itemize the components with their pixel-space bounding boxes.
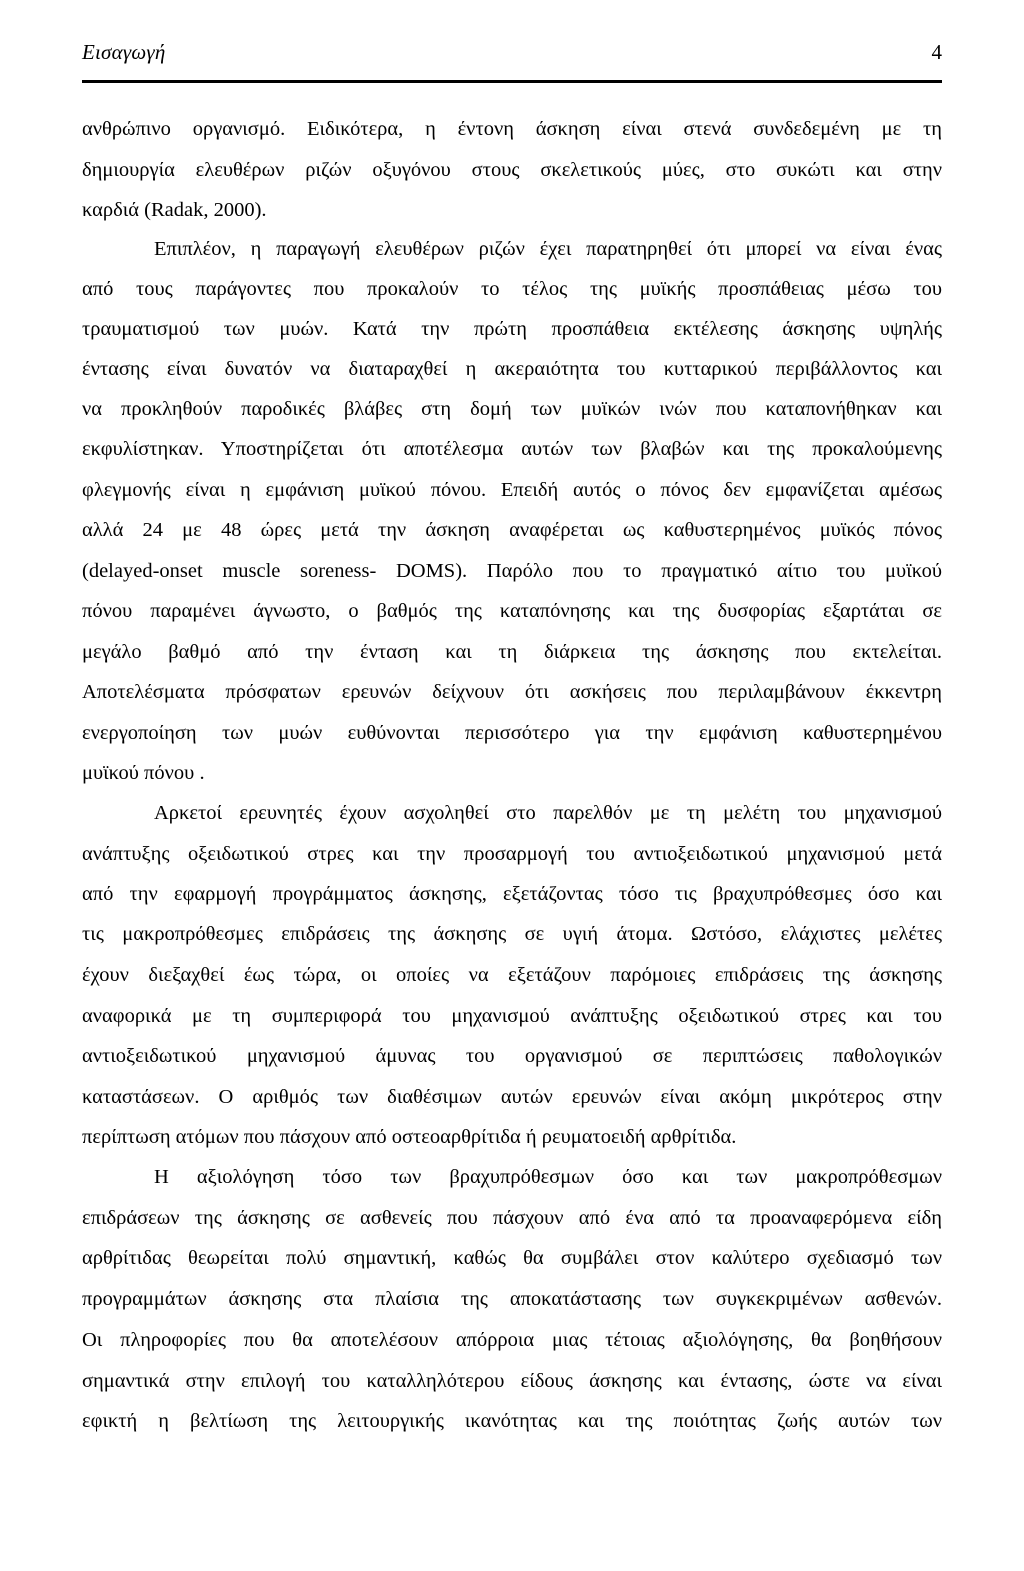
- text-line: εφικτή η βελτίωση της λειτουργικής ικανότητας και της ποιότητας ζωής αυτών των: [82, 1410, 942, 1432]
- text-line: Η αξιολόγηση τόσο των βραχυπρόθεσμων όσο και των μακροπρόθεσμων: [154, 1166, 942, 1188]
- text-line: επιδράσεων της άσκησης σε ασθενείς που πάσχουν από ένα από τα προαναφερόμενα είδη: [82, 1207, 942, 1229]
- text-line: (delayed-onset muscle soreness- DOMS). Παρόλο που το πραγματικό αίτιο του μυϊκού: [82, 560, 942, 582]
- text-line: ανθρώπινο οργανισμό. Ειδικότερα, η έντονη άσκηση είναι στενά συνδεδεμένη με τη: [82, 118, 942, 140]
- text-line: αλλά 24 με 48 ώρες μετά την άσκηση αναφέρεται ως καθυστερημένος μυϊκός πόνος: [82, 519, 942, 541]
- header-rule: [82, 80, 942, 83]
- text-line: ενεργοποίηση των μυών ευθύνονται περισσότερο για την εμφάνιση καθυστερημένου: [82, 722, 942, 744]
- text-line: ανάπτυξης οξειδωτικού στρες και την προσαρμογή του αντιοξειδωτικού μηχανισμού μετά: [82, 843, 942, 865]
- text-line: Αποτελέσματα πρόσφατων ερευνών δείχνουν ότι ασκήσεις που περιλαμβάνουν έκκεντρη: [82, 681, 942, 703]
- running-header: [82, 40, 942, 74]
- text-line: Οι πληροφορίες που θα αποτελέσουν απόρροια μιας τέτοιας αξιολόγησης, θα βοηθήσουν: [82, 1329, 942, 1351]
- text-line: αναφορικά με τη συμπεριφορά του μηχανισμού ανάπτυξης οξειδωτικού στρες και του: [82, 1005, 942, 1027]
- text-line: καταστάσεων. Ο αριθμός των διαθέσιμων αυτών ερευνών είναι ακόμη μικρότερος στην: [82, 1086, 942, 1108]
- text-line: περίπτωση ατόμων που πάσχουν από οστεοαρθρίτιδα ή ρευματοειδή αρθρίτιδα.: [82, 1126, 737, 1148]
- text-line: να προκληθούν παροδικές βλάβες στη δομή των μυϊκών ινών που καταπονήθηκαν και: [82, 398, 942, 420]
- text-line: Επιπλέον, η παραγωγή ελευθέρων ριζών έχει παρατηρηθεί ότι μπορεί να είναι ένας: [154, 238, 942, 260]
- text-line: αντιοξειδωτικού μηχανισμού άμυνας του οργανισμού σε περιπτώσεις παθολογικών: [82, 1045, 942, 1067]
- text-line: δημιουργία ελευθέρων ριζών οξυγόνου στους σκελετικούς μύες, στο συκώτι και στην: [82, 159, 942, 181]
- text-line: μεγάλο βαθμό από την ένταση και τη διάρκεια της άσκησης που εκτελείται.: [82, 641, 942, 663]
- page-number: 4: [931, 40, 942, 64]
- text-line: Αρκετοί ερευνητές έχουν ασχοληθεί στο παρελθόν με τη μελέτη του μηχανισμού: [154, 802, 942, 824]
- text-line: φλεγμονής είναι η εμφάνιση μυϊκού πόνου. Επειδή αυτός ο πόνος δεν εμφανίζεται αμέσως: [82, 479, 942, 501]
- text-line: σημαντικά στην επιλογή του καταλληλότερου είδους άσκησης και έντασης, ώστε να είναι: [82, 1370, 942, 1392]
- text-line: εκφυλίστηκαν. Υποστηρίζεται ότι αποτέλεσμα αυτών των βλαβών και της προκαλούμενης: [82, 438, 942, 460]
- text-line: έχουν διεξαχθεί έως τώρα, οι οποίες να εξετάζουν παρόμοιες επιδράσεις της άσκησης: [82, 964, 942, 986]
- text-line: έντασης είναι δυνατόν να διαταραχθεί η ακεραιότητα του κυτταρικού περιβάλλοντος και: [82, 358, 942, 380]
- text-line: προγραμμάτων άσκησης στα πλαίσια της αποκατάστασης των συγκεκριμένων ασθενών.: [82, 1288, 942, 1310]
- section-title: Εισαγωγή: [82, 40, 166, 64]
- text-line: καρδιά (Radak, 2000).: [82, 199, 267, 221]
- text-line: πόνου παραμένει άγνωστο, ο βαθμός της καταπόνησης και της δυσφορίας εξαρτάται σε: [82, 600, 942, 622]
- text-line: τραυματισμού των μυών. Κατά την πρώτη προσπάθεια εκτέλεσης άσκησης υψηλής: [82, 318, 942, 340]
- text-line: τις μακροπρόθεσμες επιδράσεις της άσκησης σε υγιή άτομα. Ωστόσο, ελάχιστες μελέτες: [82, 923, 942, 945]
- text-line: μυϊκού πόνου .: [82, 762, 205, 784]
- text-line: αρθρίτιδας θεωρείται πολύ σημαντική, καθώς θα συμβάλει στον καλύτερο σχεδιασμό των: [82, 1247, 942, 1269]
- text-line: από την εφαρμογή προγράμματος άσκησης, εξετάζοντας τόσο τις βραχυπρόθεσμες όσο και: [82, 883, 942, 905]
- text-line: από τους παράγοντες που προκαλούν το τέλος της μυϊκής προσπάθειας μέσω του: [82, 278, 942, 300]
